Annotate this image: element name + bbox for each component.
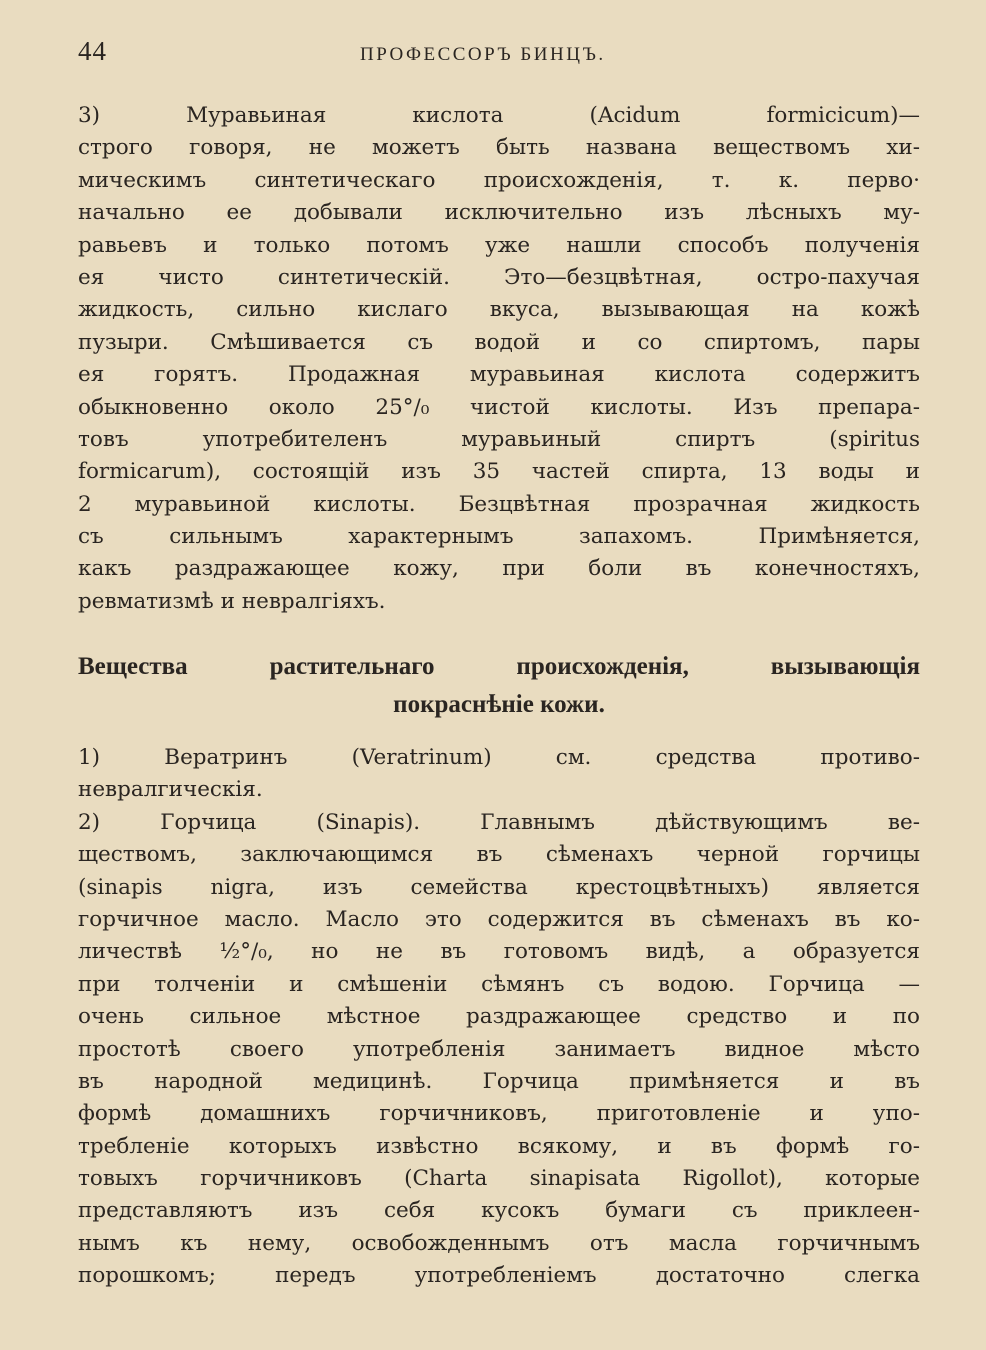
text-line: невралгическія.: [78, 777, 263, 803]
text-line: ревматизмѣ и невралгіяхъ.: [78, 588, 386, 614]
text-line: горчичное масло. Масло это содержится въ сѣменахъ въ ко-: [78, 906, 920, 932]
text-line: ществомъ, заключающимся въ сѣменахъ черной горчицы: [78, 842, 920, 868]
text-line: равьевъ и только потомъ уже нашли способъ полученія: [78, 232, 920, 258]
text-line: порошкомъ; передъ употребленіемъ достаточно слегка: [78, 1263, 920, 1289]
text-line: очень сильное мѣстное раздражающее средство и по: [78, 1004, 920, 1030]
text-line: съ сильнымъ характернымъ запахомъ. Примѣняется,: [78, 524, 920, 550]
page-number: 44: [78, 36, 107, 66]
heading-line: покраснѣніе кожи.: [393, 691, 605, 718]
heading-line: Вещества растительнаго происхожденія, вызывающія: [78, 653, 920, 680]
text-line: жидкость, сильно кислаго вкуса, вызывающая на кожѣ: [78, 297, 920, 323]
text-line: представляютъ изъ себя кусокъ бумаги съ приклеен-: [78, 1198, 920, 1224]
text-line: какъ раздражающее кожу, при боли въ конечностяхъ,: [78, 556, 920, 582]
text-line: (sinapis nigra, изъ семейства крестоцвѣтныхъ) является: [78, 874, 920, 900]
text-line: 2) Горчица (Sinapis). Главнымъ дѣйствующимъ ве-: [78, 809, 920, 835]
text-line: ея горятъ. Продажная муравьиная кислота содержитъ: [78, 362, 920, 388]
text-line: товыхъ горчичниковъ (Charta sinapisata Rigollot), которые: [78, 1166, 920, 1192]
text-line: въ народной медицинѣ. Горчица примѣняется и въ: [78, 1068, 920, 1094]
text-line: 3) Муравьиная кислота (Acidum formicicum)—: [78, 103, 920, 128]
text-line: формѣ домашнихъ горчичниковъ, приготовленіе и упо-: [78, 1101, 920, 1127]
text-line: 2 муравьиной кислоты. Безцвѣтная прозрачная жидкость: [78, 491, 920, 517]
running-title: ПРОФЕССОРЪ БИНЦЪ.: [360, 44, 606, 65]
section-plant-substances: [78, 742, 920, 1293]
text-line: ея чисто синтетическій. Это—безцвѣтная, остро-пахучая: [78, 264, 920, 290]
text-line: нымъ къ нему, освобожденнымъ отъ масла горчичнымъ: [78, 1230, 920, 1256]
text-line: начально ее добывали исключительно изъ лѣсныхъ му-: [78, 200, 920, 226]
text-line: простотѣ своего употребленія занимаетъ видное мѣсто: [78, 1036, 920, 1062]
text-line: 1) Вератринъ (Veratrinum) см. средства противо-: [78, 745, 920, 770]
text-line: требленіе которыхъ извѣстно всякому, и въ формѣ го-: [78, 1133, 920, 1159]
text-line: строго говоря, не можетъ быть названа веществомъ хи-: [78, 135, 920, 161]
text-line: мическимъ синтетическаго происхожденія, т. к. перво·: [78, 167, 920, 193]
text-line: пузыри. Смѣшивается съ водой и со спиртомъ, пары: [78, 329, 920, 355]
text-line: formicarum), состоящій изъ 35 частей спирта, 13 воды и: [78, 459, 920, 485]
text-line: обыкновенно около 25°/₀ чистой кислоты. Изъ препара-: [78, 394, 920, 420]
text-line: личествѣ ½°/₀, но не въ готовомъ видѣ, а образуется: [78, 939, 920, 965]
text-line: товъ употребителенъ муравьиный спиртъ (spiritus: [78, 426, 920, 452]
text-line: при толченіи и смѣшеніи сѣмянъ съ водою. Горчица —: [78, 971, 920, 997]
section-heading: [78, 648, 920, 724]
section-formic-acid: [78, 100, 920, 618]
